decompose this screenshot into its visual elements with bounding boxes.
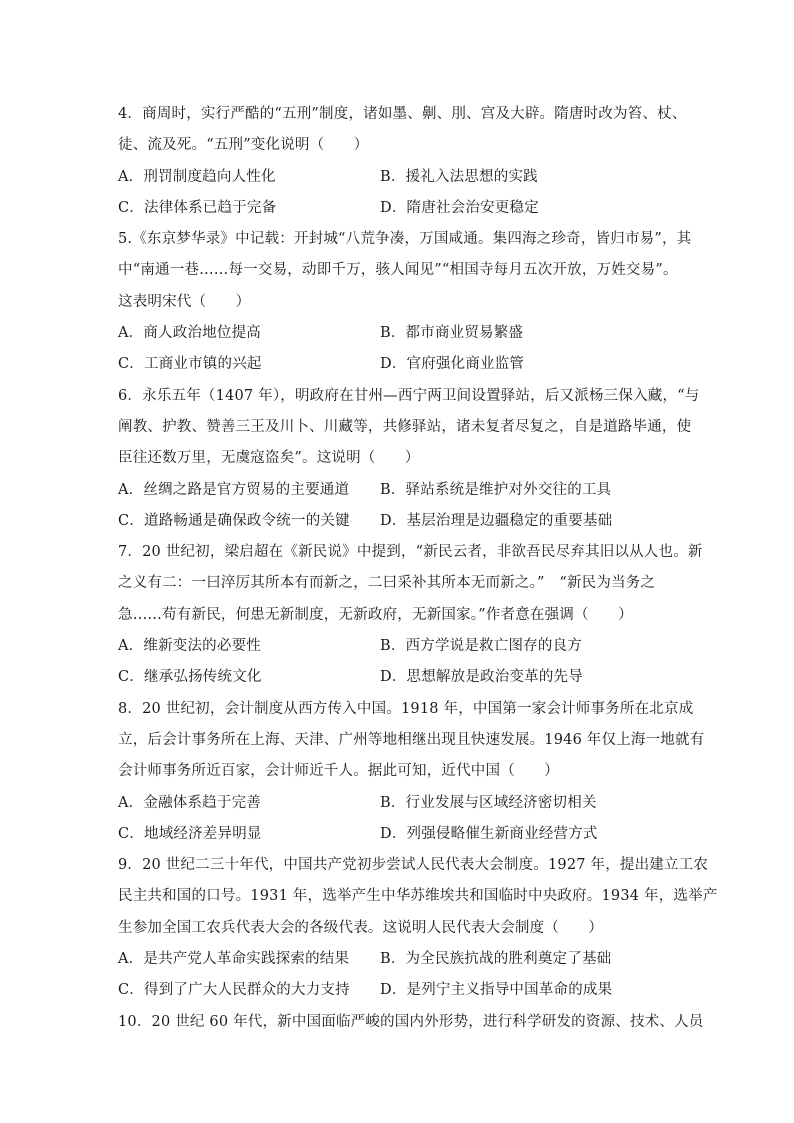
option-c: C．法律体系已趋于完备 <box>118 199 277 216</box>
question-stem-line: 7．20 世纪初，梁启超在《新民说》中提到，“新民云者，非欲吾民尽弃其旧以从人也。新 <box>118 544 703 561</box>
option-b: B．为全民族抗战的胜利奠定了基础 <box>380 951 612 968</box>
option-row <box>118 975 678 1006</box>
option-c: C．道路畅通是确保政令统一的关键 <box>118 512 350 529</box>
option-row <box>118 662 678 693</box>
question-stem-line: 立，后会计事务所在上海、天津、广州等地相继出现且快速发展。1946 年仅上海一地就有 <box>118 731 705 748</box>
option-b: B．都市商业贸易繁盛 <box>380 325 524 342</box>
option-a: A．维新变法的必要性 <box>118 638 261 655</box>
option-row <box>118 788 678 819</box>
option-a: A．是共产党人革命实践探索的结果 <box>118 951 350 968</box>
question-stem-line: 5.《东京梦华录》中记载：开封城“八荒争凑，万国咸通。集四海之珍奇，皆归市易”，其 <box>118 231 692 248</box>
option-b: B．行业发展与区域经济密切相关 <box>380 794 597 811</box>
option-row <box>118 631 678 662</box>
option-c: C．工商业市镇的兴起 <box>118 356 262 373</box>
question-stem-line: 急……苟有新民，何患无新制度，无新政府，无新国家。”作者意在强调（ ） <box>118 606 633 623</box>
option-c: C．得到了广大人民群众的大力支持 <box>118 982 350 999</box>
question-stem-line: 之义有二：一曰淬厉其所本有而新之，二曰采补其所本无而新之。” “新民为当务之 <box>118 575 656 592</box>
question-stem-line: 民主共和国的口号。1931 年，选举产生中华苏维埃共和国临时中央政府。1934 年，选举产 <box>118 888 718 905</box>
option-row <box>118 819 678 850</box>
option-d: D．列强侵略催生新商业经营方式 <box>380 825 598 842</box>
question-10 <box>118 1007 704 1038</box>
option-row <box>118 475 678 506</box>
option-row <box>118 162 678 193</box>
question-8 <box>118 694 705 850</box>
question-stem-line: 阐教、护教、赞善三王及川卜、川藏等，共修驿站，诸未复者尽复之，自是道路毕通，使 <box>118 418 692 435</box>
option-d: D．官府强化商业监管 <box>380 356 525 373</box>
question-stem-line: 会计师事务所近百家，会计师近千人。据此可知，近代中国（ ） <box>118 763 559 780</box>
option-d: D．隋唐社会治安更稳定 <box>380 199 539 216</box>
question-stem-line: 6．永乐五年（1407 年），明政府在甘州—西宁两卫间设置驿站，后又派杨三保入藏，“与 <box>118 387 700 404</box>
question-stem-line: 这表明宋代（ ） <box>118 293 251 310</box>
question-9 <box>118 850 718 1006</box>
option-b: B．西方学说是救亡图存的良方 <box>380 638 582 655</box>
option-c: C．地域经济差异明显 <box>118 825 262 842</box>
option-b: B．驿站系统是维护对外交往的工具 <box>380 481 612 498</box>
question-stem-line: 生参加全国工农兵代表大会的各级代表。这说明人民代表大会制度（ ） <box>118 919 604 936</box>
option-b: B．援礼入法思想的实践 <box>380 168 538 185</box>
question-6 <box>118 381 700 537</box>
question-stem-line: 臣往还数万里，无虞寇盗矣”。这说明（ ） <box>118 450 420 467</box>
option-row <box>118 506 678 537</box>
question-stem-line: 4．商周时，实行严酷的“五刑”制度，诸如墨、劓、刖、宫及大辟。隋唐时改为笞、杖、 <box>118 106 687 122</box>
question-stem-line: 9．20 世纪二三十年代，中国共产党初步尝试人民代表大会制度。1927 年，提出建立工农 <box>118 857 709 874</box>
question-stem-line: 10．20 世纪 60 年代，新中国面临严峻的国内外形势，进行科学研发的资源、技术、人员 <box>118 1013 704 1030</box>
question-5 <box>118 224 692 380</box>
option-d: D．基层治理是边疆稳定的重要基础 <box>380 512 613 529</box>
option-a: A．刑罚制度趋向人性化 <box>118 168 276 185</box>
question-stem-line: 8．20 世纪初，会计制度从西方传入中国。1918 年，中国第一家会计师事务所在北京成 <box>118 700 694 717</box>
option-row <box>118 193 678 224</box>
question-stem-line: 徒、流及死。“五刑”变化说明（ ） <box>118 137 369 154</box>
question-stem-line: 中“南通一巷……每一交易，动即千万，骇人闻见”“相国寺每月五次开放，万姓交易”。 <box>118 262 678 279</box>
option-a: A．丝绸之路是官方贸易的主要通道 <box>118 481 350 498</box>
option-row <box>118 349 678 380</box>
question-7 <box>118 537 703 693</box>
option-a: A．金融体系趋于完善 <box>118 794 261 811</box>
option-d: D．是列宁主义指导中国革命的成果 <box>380 982 613 999</box>
option-a: A．商人政治地位提高 <box>118 325 261 342</box>
option-d: D．思想解放是政治变革的先导 <box>380 669 583 686</box>
option-row <box>118 944 678 975</box>
question-list <box>118 99 718 1038</box>
option-row <box>118 318 678 349</box>
question-4 <box>118 99 687 224</box>
option-c: C．继承弘扬传统文化 <box>118 669 262 686</box>
